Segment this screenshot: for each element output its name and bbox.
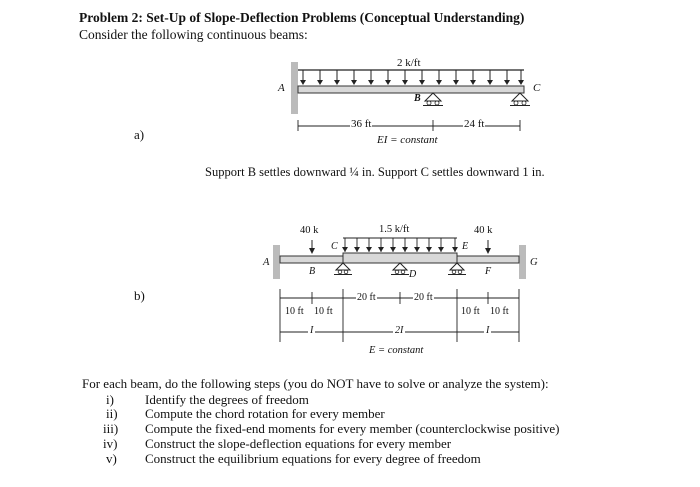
step-text: Construct the equilibrium equations for every degree of freedom bbox=[145, 451, 481, 466]
inertia-mid-label: 2I bbox=[395, 325, 404, 336]
step-num: v) bbox=[106, 451, 117, 466]
dim-10ft-1: 10 ft bbox=[285, 306, 304, 317]
step-text: Construct the slope-deflection equations for every member bbox=[145, 436, 452, 451]
fixed-wall-a bbox=[291, 62, 298, 114]
dim-20ft-2: 20 ft bbox=[414, 292, 433, 303]
inertia-right-label: I bbox=[486, 325, 490, 336]
node-g-label: G bbox=[530, 257, 538, 268]
part-b-label: b) bbox=[134, 288, 145, 303]
beam-a-member bbox=[298, 86, 524, 93]
node-b-label: B bbox=[414, 93, 421, 104]
roller-support-d bbox=[391, 263, 409, 275]
dim-20ft-1: 20 ft bbox=[357, 292, 376, 303]
step-num: ii) bbox=[106, 406, 118, 421]
ei-constant-label: EI = constant bbox=[377, 134, 438, 146]
steps-intro: For each beam, do the following steps (you do NOT have to solve or analyze the system): bbox=[82, 376, 549, 391]
span-bc-label: 24 ft bbox=[464, 118, 485, 130]
span-ab-label: 36 ft bbox=[351, 118, 372, 130]
dim-10ft-2: 10 ft bbox=[314, 306, 333, 317]
intro-text: Consider the following continuous beams: bbox=[79, 27, 308, 42]
node-c-b-label: C bbox=[331, 241, 338, 252]
node-d-label: D bbox=[409, 269, 417, 280]
node-e-label: E bbox=[462, 241, 469, 252]
roller-support-b bbox=[423, 93, 443, 106]
node-a-b-label: A bbox=[263, 257, 270, 268]
fixed-wall-a-b bbox=[273, 245, 280, 279]
step-num: i) bbox=[106, 392, 114, 407]
node-f-label: F bbox=[485, 266, 492, 277]
part-a-label: a) bbox=[134, 127, 145, 142]
node-c-label: C bbox=[533, 82, 541, 94]
dist-load-label-b: 1.5 k/ft bbox=[379, 224, 410, 235]
step-num: iii) bbox=[103, 421, 119, 436]
step-text: Compute the fixed-end moments for every member (counterclockwise positive) bbox=[145, 421, 560, 436]
node-a-label: A bbox=[278, 82, 285, 94]
roller-support-e bbox=[448, 263, 466, 275]
step-text: Compute the chord rotation for every member bbox=[145, 406, 385, 421]
dim-10ft-3: 10 ft bbox=[461, 306, 480, 317]
roller-support-c bbox=[510, 93, 530, 106]
dim-10ft-4: 10 ft bbox=[490, 306, 509, 317]
point-load-left-label: 40 k bbox=[300, 225, 319, 236]
beam-a bbox=[291, 62, 530, 131]
problem-title: Problem 2: Set-Up of Slope-Deflection Problems (Conceptual Understanding) bbox=[79, 10, 525, 25]
step-num: iv) bbox=[103, 436, 118, 451]
e-constant-label: E = constant bbox=[369, 345, 424, 356]
node-b-b-label: B bbox=[309, 266, 316, 277]
step-text: Identify the degrees of freedom bbox=[145, 392, 309, 407]
roller-support-c-b bbox=[334, 263, 352, 275]
point-load-right-label: 40 k bbox=[474, 225, 493, 236]
inertia-left-label: I bbox=[310, 325, 314, 336]
fixed-wall-g bbox=[519, 245, 526, 279]
load-label-a: 2 k/ft bbox=[397, 57, 421, 69]
settlement-note: Support B settles downward ¼ in. Support C settles downward 1 in. bbox=[205, 165, 545, 179]
